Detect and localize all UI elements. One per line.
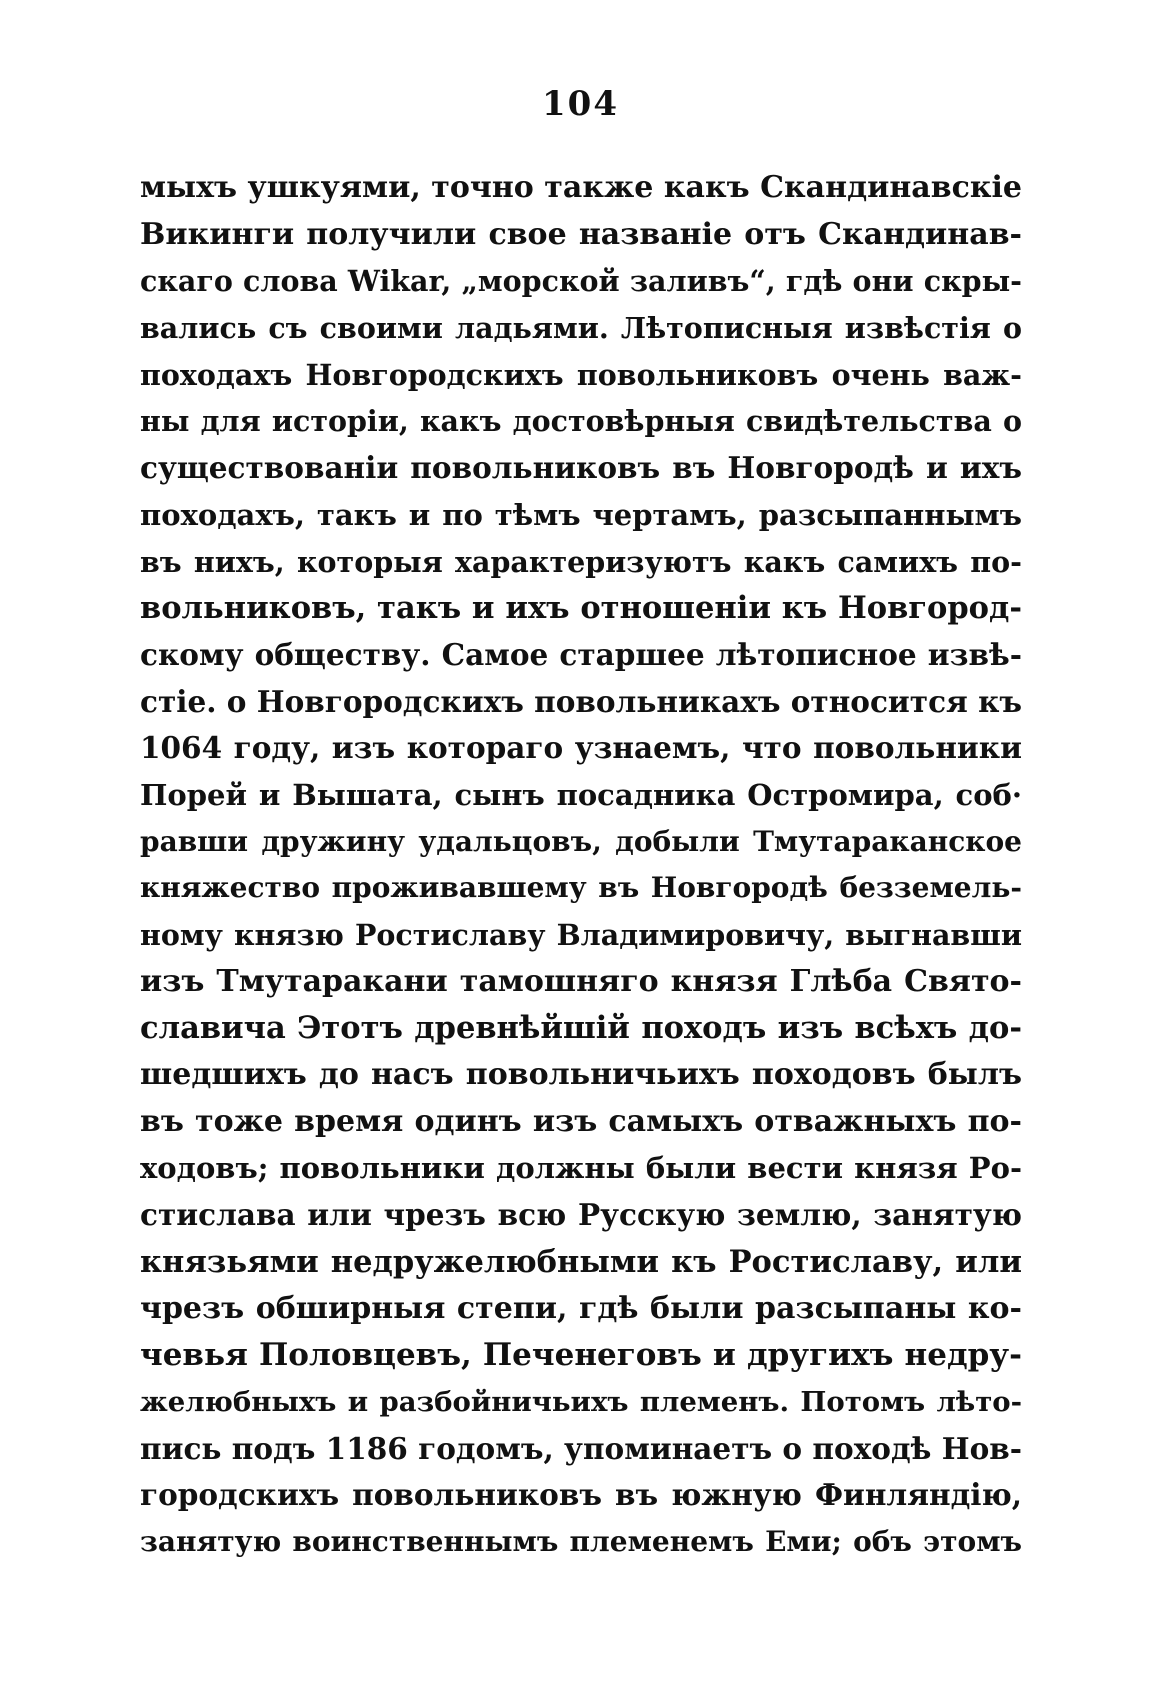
- text-line: князьями недружелюбными къ Ростиславу, или: [140, 1243, 1022, 1280]
- text-line: походахъ Новгородскихъ повольниковъ очень важ-: [140, 357, 1022, 392]
- body-text: [140, 165, 1022, 1566]
- text-line: мыхъ ушкуями, точно также какъ Скандинавскіе: [140, 170, 1022, 205]
- text-line: славича Этотъ древнѣйшій походъ изъ всѣхъ до-: [140, 1010, 1022, 1047]
- text-line: вольниковъ, такъ и ихъ отношеніи къ Новгород-: [140, 590, 1022, 627]
- text-line: ны для исторіи, какъ достовѣрныя свидѣтельства о: [140, 404, 1022, 439]
- text-line: стіе. о Новгородскихъ повольникахъ относится къ: [140, 683, 1022, 719]
- text-line: въ нихъ, которыя характеризуютъ какъ самихъ по-: [140, 544, 1022, 579]
- text-line: ходовъ; повольники должны были вести князя Ро-: [140, 1151, 1022, 1186]
- text-line: вались съ своими ладьями. Лѣтописныя извѣстія о: [140, 311, 1022, 346]
- text-line: чевья Половцевъ, Печенеговъ и другихъ недру-: [140, 1337, 1022, 1374]
- page-number: 104: [542, 84, 619, 124]
- text-line: равши дружину удальцовъ, добыли Тмутараканское: [140, 824, 1022, 858]
- text-line: княжество проживавшему въ Новгородѣ безземель-: [140, 871, 1022, 905]
- text-line: шедшихъ до насъ повольничьихъ походовъ былъ: [140, 1057, 1022, 1093]
- text-line: Порей и Вышата, сынъ посадника Остромира, соб·: [140, 777, 1022, 812]
- text-line: скаго слова Wikar, „морской заливъ“, гдѣ они скры-: [140, 264, 1022, 299]
- text-line: изъ Тмутаракани тамошняго князя Глѣба Свято-: [140, 963, 1022, 999]
- text-line: 1064 году, изъ котораго узнаемъ, что повольники: [140, 730, 1022, 766]
- text-line: Викинги получили свое названіе отъ Скандинав-: [140, 216, 1022, 252]
- text-line: ному князю Ростиславу Владимировичу, выгнавши: [140, 918, 1022, 952]
- text-line: въ тоже время одинъ изъ самыхъ отважныхъ по-: [140, 1103, 1022, 1139]
- text-line: городскихъ повольниковъ въ южную Финляндію,: [140, 1477, 1022, 1513]
- text-line: желюбныхъ и разбойничьихъ племенъ. Потомъ лѣто-: [140, 1385, 1022, 1418]
- text-line: походахъ, такъ и по тѣмъ чертамъ, разсыпаннымъ: [140, 497, 1022, 532]
- text-line: стислава или чрезъ всю Русскую землю, занятую: [140, 1197, 1022, 1233]
- text-line: существованіи повольниковъ въ Новгородѣ и ихъ: [140, 450, 1022, 486]
- text-line: чрезъ обширныя степи, гдѣ были разсыпаны ко-: [140, 1290, 1022, 1326]
- text-line: занятую воинственнымъ племенемъ Еми; объ этомъ: [140, 1524, 1022, 1558]
- text-line: пись подъ 1186 годомъ, упоминаетъ о походѣ Нов-: [140, 1430, 1022, 1466]
- text-line: скому обществу. Самое старшее лѣтописное извѣ-: [140, 636, 1022, 672]
